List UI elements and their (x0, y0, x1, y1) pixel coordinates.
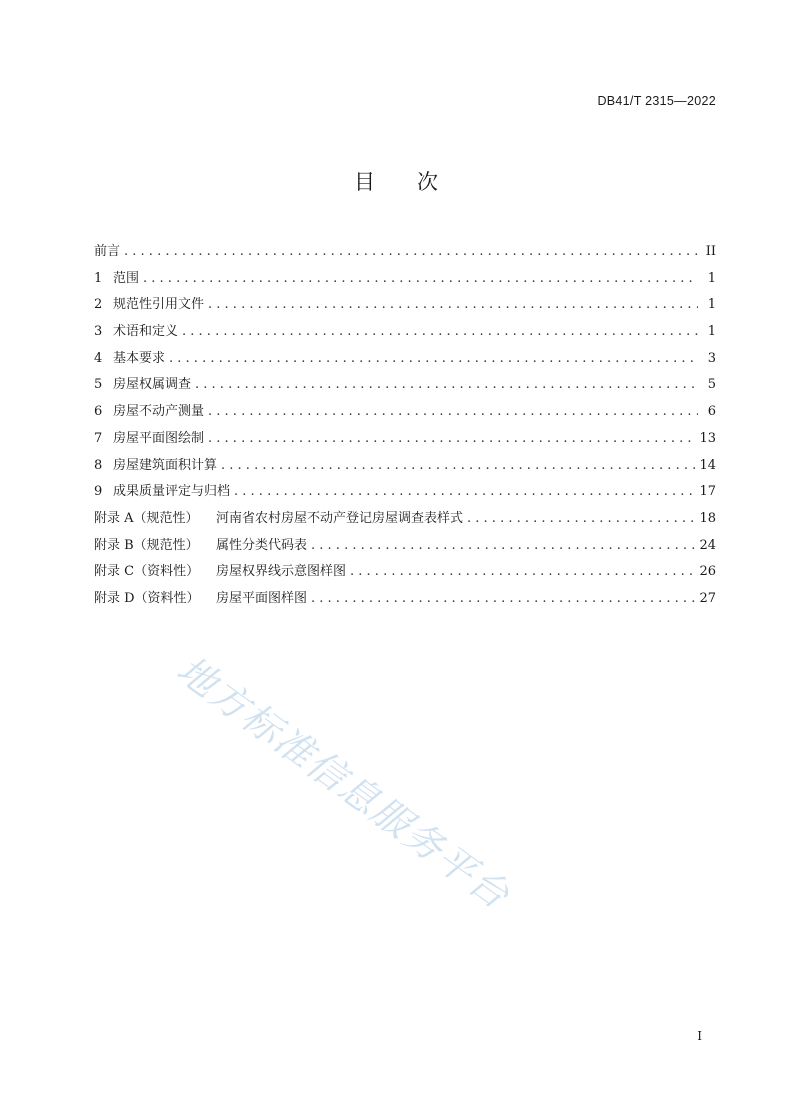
toc-entry-page: 14 (699, 457, 716, 473)
toc-entry-number: 4 (94, 350, 103, 366)
toc-entry-foreword[interactable] (94, 240, 716, 267)
appendix-prefix: 附录 B（规范性） (94, 537, 199, 553)
toc-leader (208, 297, 698, 312)
toc-entry-label: 规范性引用文件 (113, 297, 205, 313)
title-part-1: 目 (354, 170, 375, 194)
toc-entry-page: 13 (699, 430, 716, 446)
page-title (0, 166, 792, 196)
toc-entry-number: 6 (94, 404, 103, 420)
toc-entry-3[interactable] (94, 320, 716, 347)
toc-entry-2[interactable] (94, 293, 716, 320)
document-code: DB41/T 2315—2022 (597, 94, 716, 108)
toc-entry-label: 房屋权属调查 (113, 377, 192, 393)
toc-entry-page: 1 (707, 324, 716, 340)
toc-entry-number: 3 (94, 324, 103, 340)
toc-entry-page: 3 (707, 350, 716, 366)
toc-entry-label: 成果质量评定与归档 (113, 484, 231, 500)
appendix-label: 河南省农村房屋不动产登记房屋调查表样式 (216, 510, 464, 526)
appendix-prefix: 附录 A（规范性） (94, 510, 199, 526)
appendix-label: 房屋权界线示意图样图 (216, 564, 347, 580)
page-number: I (697, 1029, 702, 1043)
toc-appendix-c[interactable] (94, 560, 716, 587)
toc-entry-page: 26 (699, 564, 716, 580)
appendix-prefix: 附录 C（资料性） (94, 564, 200, 580)
toc-entry-label: 房屋不动产测量 (113, 404, 205, 420)
toc-leader (467, 511, 695, 526)
toc-leader (234, 484, 695, 499)
toc-leader (143, 271, 698, 286)
toc-leader (208, 404, 698, 419)
appendix-prefix: 附录 D（资料性） (94, 590, 200, 606)
watermark: 地方标准信息服务平台 (168, 647, 519, 919)
toc-entry-label: 房屋平面图绘制 (113, 430, 205, 446)
toc-entry-label: 房屋建筑面积计算 (113, 457, 218, 473)
toc-leader (208, 431, 695, 446)
toc-entry-label: 范围 (113, 270, 140, 286)
toc-appendix-b[interactable] (94, 534, 716, 561)
toc-entry-page: II (705, 244, 716, 259)
toc-entry-label: 术语和定义 (113, 324, 179, 340)
toc-entry-page: 1 (707, 297, 716, 313)
toc-entry-number: 7 (94, 430, 103, 446)
toc-entry-4[interactable] (94, 347, 716, 374)
appendix-label: 属性分类代码表 (216, 537, 308, 553)
toc-leader (311, 591, 695, 606)
toc-leader (182, 324, 698, 339)
toc-entry-number: 9 (94, 484, 103, 500)
toc-entry-page: 17 (699, 484, 716, 500)
toc-entry-page: 6 (707, 404, 716, 420)
toc-appendix-a[interactable] (94, 507, 716, 534)
toc-entry-1[interactable] (94, 267, 716, 294)
toc-entry-page: 18 (699, 510, 716, 526)
toc-entry-page: 27 (699, 590, 716, 606)
toc-leader (221, 458, 695, 473)
toc-entry-page: 5 (707, 377, 716, 393)
toc-entry-number: 2 (94, 297, 103, 313)
appendix-label: 房屋平面图样图 (216, 590, 308, 606)
toc-leader (195, 377, 698, 392)
toc-entry-number: 8 (94, 457, 103, 473)
toc-entry-page: 1 (707, 270, 716, 286)
toc-entry-label: 基本要求 (113, 350, 166, 366)
toc-entry-8[interactable] (94, 454, 716, 481)
toc-entry-6[interactable] (94, 400, 716, 427)
toc-entry-9[interactable] (94, 480, 716, 507)
toc-entry-7[interactable] (94, 427, 716, 454)
toc-entry-number: 5 (94, 377, 103, 393)
toc-entry-page: 24 (699, 537, 716, 553)
toc-entry-5[interactable] (94, 373, 716, 400)
toc-leader (350, 564, 695, 579)
toc-appendix-d[interactable] (94, 587, 716, 614)
toc-entry-label: 前言 (94, 244, 121, 259)
toc-leader (169, 351, 698, 366)
title-part-2: 次 (417, 170, 438, 194)
toc-entry-number: 1 (94, 270, 103, 286)
toc-leader (124, 244, 698, 259)
toc-leader (311, 538, 695, 553)
table-of-contents (94, 240, 716, 614)
